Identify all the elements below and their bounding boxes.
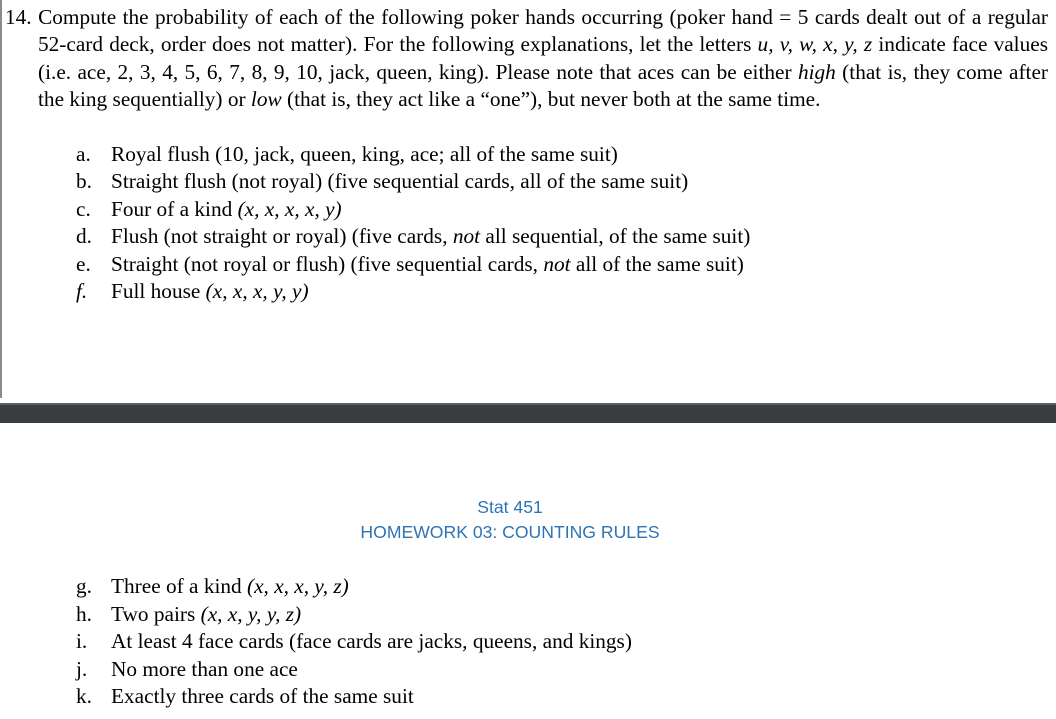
item-label: h. bbox=[76, 601, 92, 626]
intro-text-2: indicate face values (i.e. ace, 2, 3, 4, 5, 6, 7, 8, 9, 10, jack, queen, king). Please note that aces can be either bbox=[38, 32, 1048, 84]
list-item bbox=[0, 683, 1000, 711]
list-item bbox=[0, 251, 1000, 278]
item-text-main: Full house bbox=[111, 278, 206, 303]
intro-text-4: (that is, they act like a “one”), but never both at the same time. bbox=[281, 86, 821, 111]
course-code: Stat 451 bbox=[477, 497, 543, 517]
item-text-main: Straight flush (not royal) (five sequential cards, all of the same suit) bbox=[111, 169, 689, 194]
item-label: f. bbox=[76, 278, 88, 303]
item-text bbox=[111, 601, 301, 629]
item-label: c. bbox=[76, 196, 91, 221]
item-text bbox=[111, 196, 342, 223]
item-label: d. bbox=[76, 224, 92, 249]
hand-list-top bbox=[0, 141, 1000, 305]
item-text bbox=[111, 168, 688, 195]
intro-low: low bbox=[250, 86, 282, 111]
item-text bbox=[111, 278, 309, 305]
item-text bbox=[111, 223, 750, 250]
item-text-main: Royal flush (10, jack, queen, king, ace; all of the same suit) bbox=[111, 142, 618, 166]
list-item bbox=[0, 196, 1000, 223]
item-math: (x, x, y, y, z) bbox=[200, 601, 302, 626]
page-separator bbox=[0, 398, 1056, 425]
item-text-main: No more than one ace bbox=[111, 656, 298, 681]
list-item bbox=[0, 223, 1000, 250]
item-text bbox=[111, 628, 632, 656]
item-math: (x, x, x, y, y) bbox=[205, 278, 309, 303]
item-label: e. bbox=[76, 251, 91, 276]
list-item bbox=[0, 573, 1000, 601]
item-label: b. bbox=[76, 169, 92, 194]
item-emphasis: not bbox=[452, 224, 481, 249]
item-label: a. bbox=[76, 142, 91, 166]
item-text bbox=[111, 683, 414, 711]
item-label: i. bbox=[76, 629, 88, 653]
item-text-post: all sequential, of the same suit) bbox=[480, 224, 751, 249]
item-text-main: At least 4 face cards (face cards are jacks, queens, and kings) bbox=[111, 629, 632, 653]
intro-text-1: Compute the probability of each of the following poker hands occurring (poker hand = 5 cards dealt out of a regular 52-card deck, order does not matter). For the following explanations, let the letters bbox=[38, 5, 1048, 57]
item-emphasis: not bbox=[543, 251, 571, 276]
item-text-pre: Flush (not straight or royal) (five cards, bbox=[111, 224, 453, 249]
homework-title: HOMEWORK 03: COUNTING RULES bbox=[360, 522, 660, 542]
intro-variables: u, v, w, x, y, z bbox=[757, 32, 873, 57]
item-text-main: Two pairs bbox=[111, 601, 201, 626]
problem-14 bbox=[0, 4, 1048, 113]
item-text bbox=[111, 656, 298, 684]
item-label: k. bbox=[76, 684, 92, 708]
hand-list-bottom bbox=[0, 573, 1000, 711]
item-math: (x, x, x, x, y) bbox=[237, 196, 342, 221]
list-item bbox=[0, 656, 1000, 684]
list-item bbox=[0, 601, 1000, 629]
list-item bbox=[0, 628, 1000, 656]
item-label: g. bbox=[76, 574, 92, 598]
list-item bbox=[0, 141, 1000, 168]
item-text bbox=[111, 141, 618, 168]
problem-number: 14. bbox=[5, 5, 32, 29]
item-text-post: all of the same suit) bbox=[570, 251, 744, 276]
item-math: (x, x, x, y, z) bbox=[247, 574, 349, 598]
item-text bbox=[111, 573, 349, 601]
item-text-main: Three of a kind bbox=[111, 574, 248, 598]
list-item bbox=[0, 168, 1000, 195]
item-text-main: Exactly three cards of the same suit bbox=[111, 684, 414, 708]
intro-high: high bbox=[797, 59, 836, 84]
page-gap-bar bbox=[0, 403, 1056, 423]
problem-intro bbox=[0, 4, 1048, 113]
item-text-main: Four of a kind bbox=[111, 196, 238, 221]
item-text-pre: Straight (not royal or flush) (five sequential cards, bbox=[111, 251, 544, 276]
item-text bbox=[111, 251, 744, 278]
intro-text-3: (that is, they come after the king sequentially) or bbox=[38, 59, 1048, 111]
item-label: j. bbox=[76, 656, 88, 681]
list-item bbox=[0, 278, 1000, 305]
